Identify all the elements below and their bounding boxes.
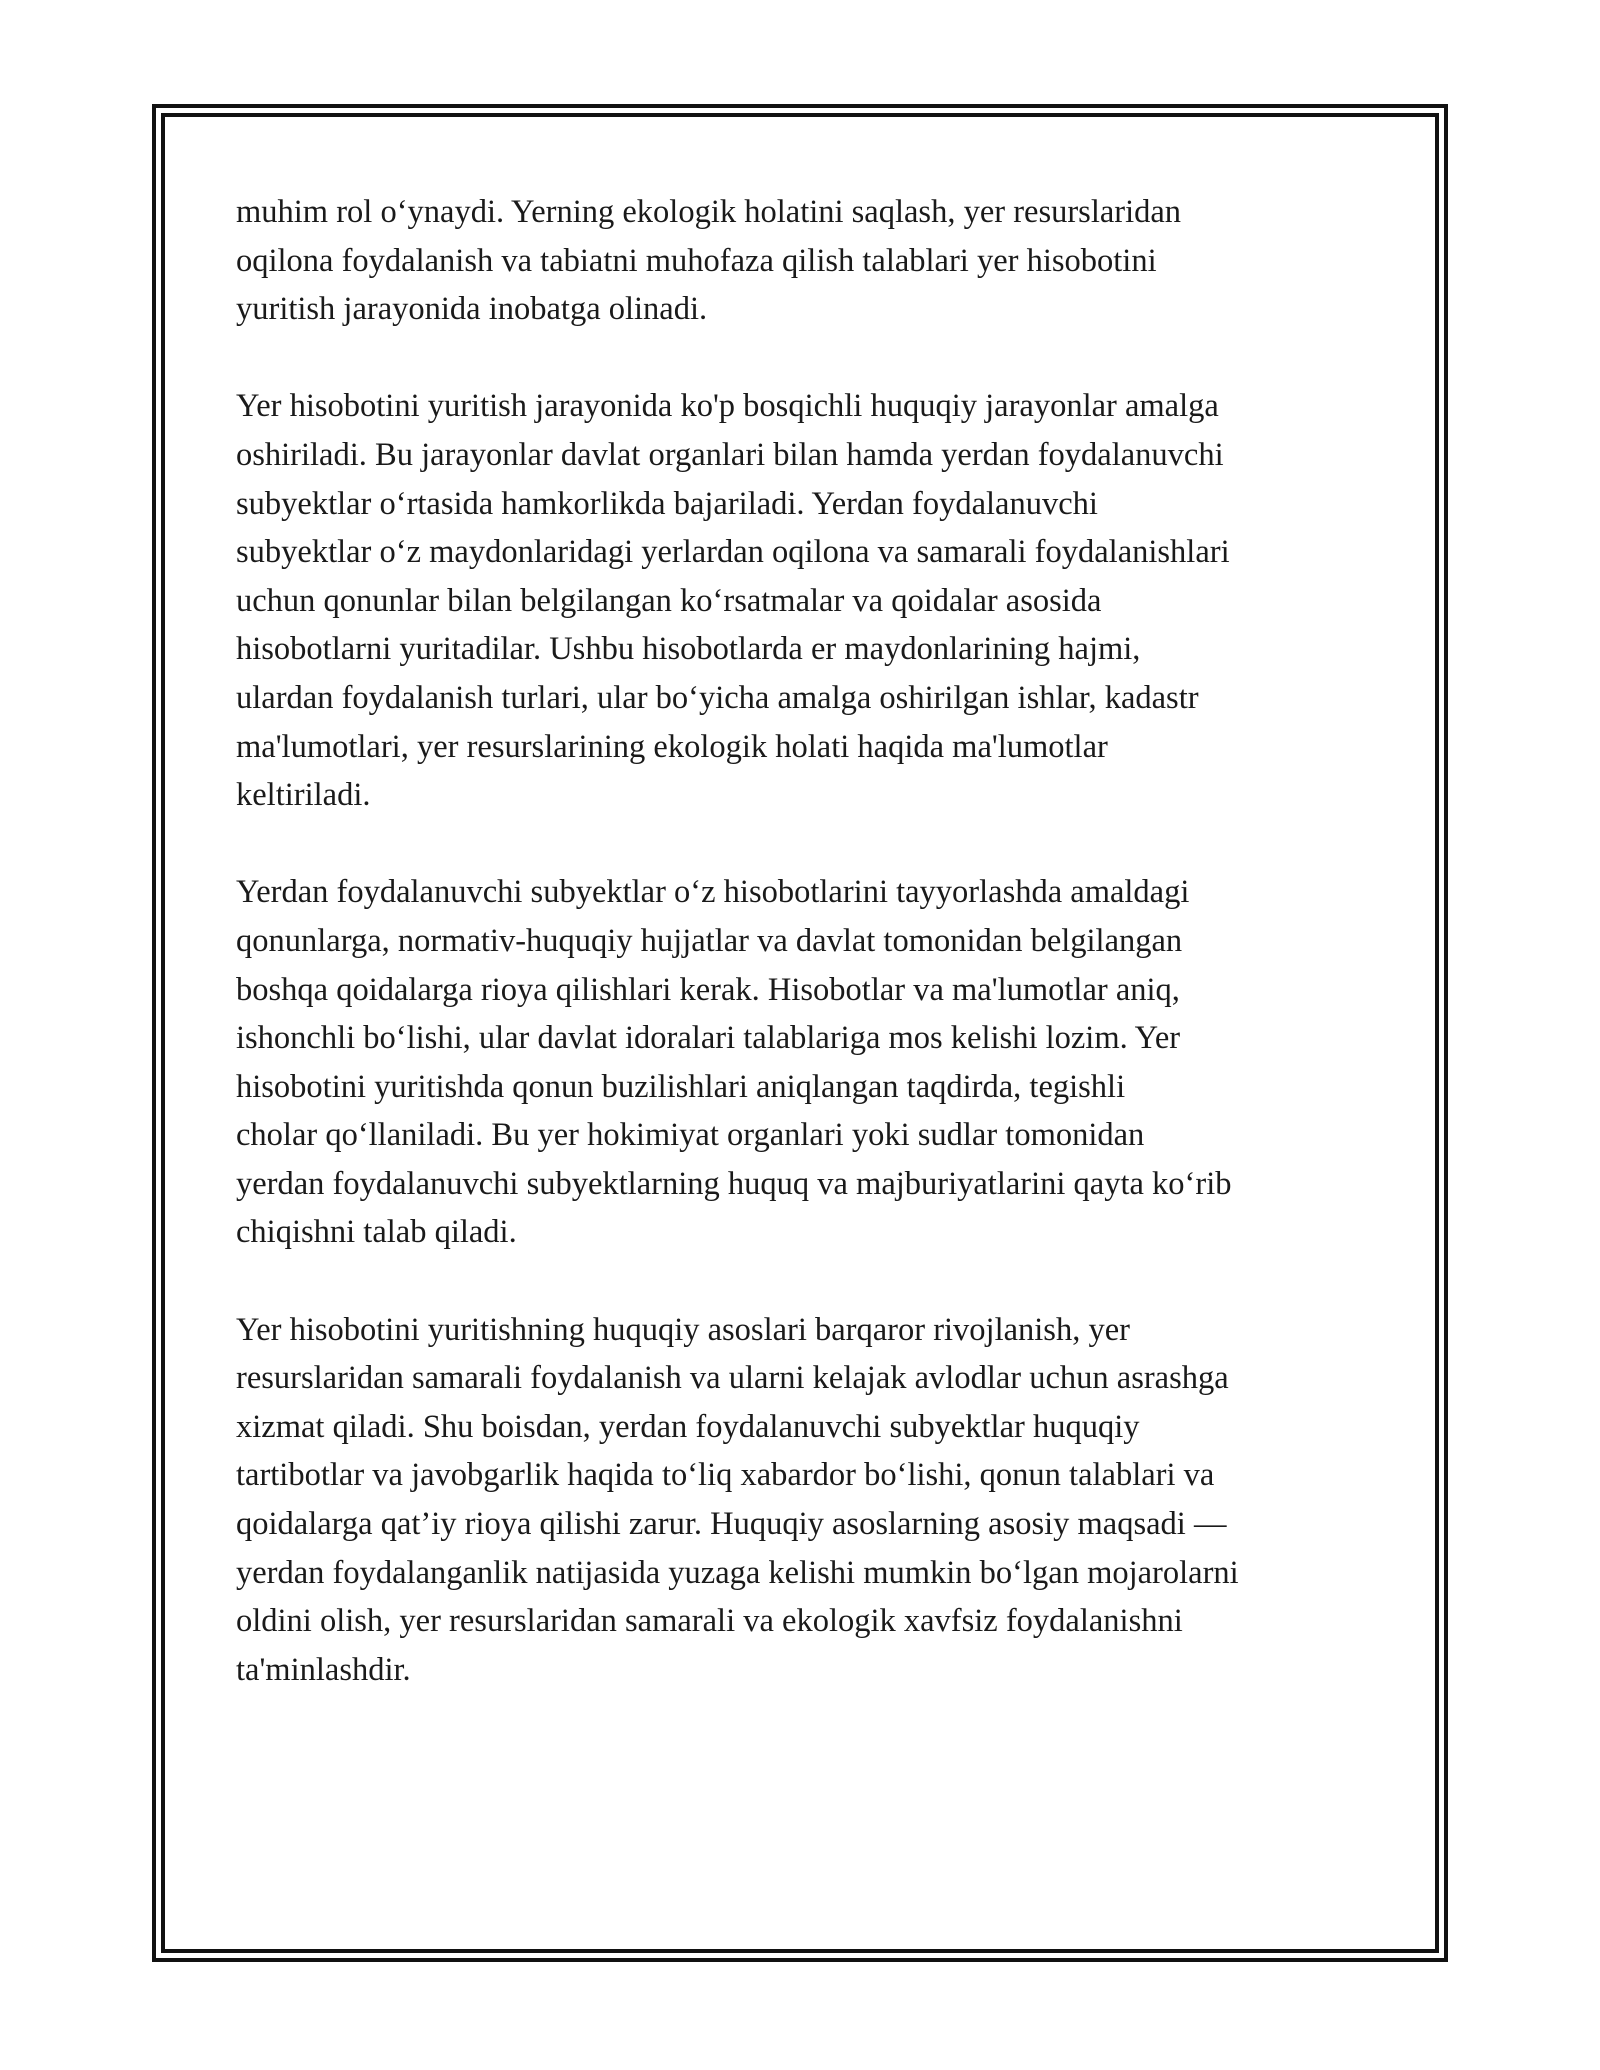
- paragraph-4: Yer hisobotini yuritishning huquqiy asoslari barqaror rivojlanish, yer resurslaridan samarali foydalanish va ularni kelajak avlodlar uchun asrashga xizmat qiladi. Shu boisdan, yerdan foydalanuvchi subyektlar huquqiy tartibotlar va javobgarlik haqida to‘liq xabardor bo‘lishi, qonun talablari va qoidalarga qat’iy rioya qilishi zarur. Huquqiy asoslarning asosiy maqsadi — yerdan foydalanganlik natijasida yuzaga kelishi mumkin bo‘lgan mojarolarni oldini olish, yer resurslaridan samarali va ekologik xavfsiz foydalanishni ta'minlashdir.: [236, 1311, 1239, 1688]
- document-body: [236, 188, 1386, 1743]
- paragraph-2: Yer hisobotini yuritish jarayonida ko'p bosqichli huquqiy jarayonlar amalga oshiriladi. Bu jarayonlar davlat organlari bilan hamda yerdan foydalanuvchi subyektlar o‘rtasida hamkorlikda bajariladi. Yerdan foydalanuvchi subyektlar o‘z maydonlaridagi yerlardan oqilona va samarali foydalanishlari uchun qonunlar bilan belgilangan ko‘rsatmalar va qoidalar asosida hisobotlarni yuritadilar. Ushbu hisobotlarda er maydonlarining hajmi, ulardan foydalanish turlari, ular bo‘yicha amalga oshirilgan ishlar, kadastr ma'lumotlari, yer resurslarining ekologik holati haqida ma'lumotlar keltiriladi.: [236, 388, 1230, 814]
- paragraph-3: Yerdan foydalanuvchi subyektlar o‘z hisobotlarini tayyorlashda amaldagi qonunlarga, normativ-huquqiy hujjatlar va davlat tomonidan belgilangan boshqa qoidalarga rioya qilishlari kerak. Hisobotlar va ma'lumotlar aniq, ishonchli bo‘lishi, ular davlat idoralari talablariga mos kelishi lozim. Yer hisobotini yuritishda qonun buzilishlari aniqlangan taqdirda, tegishli cholar qo‘llaniladi. Bu yer hokimiyat organlari yoki sudlar tomonidan yerdan foydalanuvchi subyektlarning huquq va majburiyatlarini qayta ko‘rib chiqishni talab qiladi.: [236, 874, 1232, 1251]
- paragraph-1: muhim rol o‘ynaydi. Yerning ekologik holatini saqlash, yer resurslaridan oqilona foydalanish va tabiatni muhofaza qilish talablari yer hisobotini yuritish jarayonida inobatga olinadi.: [236, 194, 1182, 328]
